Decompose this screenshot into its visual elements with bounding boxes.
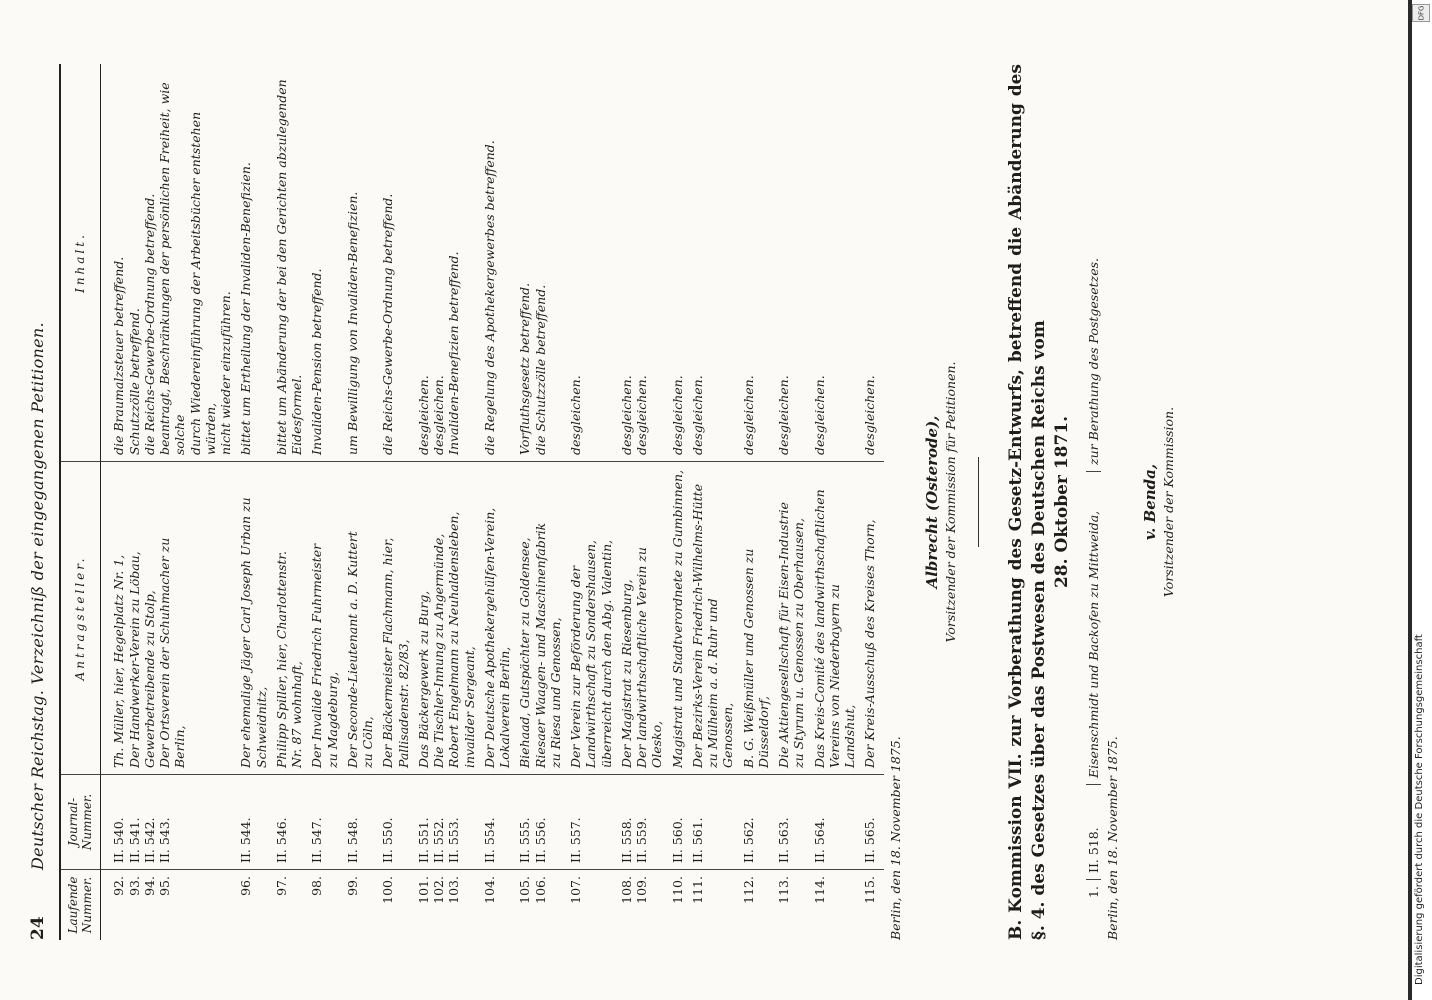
cell-antragsteller-line: B. G. Weißmüller und Genossen zu	[740, 548, 756, 768]
cell-journal-line: II. 560.	[669, 817, 685, 863]
table-row	[862, 64, 883, 940]
running-head	[28, 64, 49, 940]
table-row	[741, 64, 772, 940]
cell-inhalt-line: durch Wiedereinführung der Arbeitsbücher entstehen würden,	[187, 111, 218, 455]
cell-antragsteller-line: Der Bezirks-Verein Friedrich-Wilhelms-Hütte zu Mülheim a. d. Ruhr und	[689, 483, 721, 768]
cell-antragsteller	[101, 462, 234, 775]
cell-journal-line: II. 551.	[415, 817, 431, 863]
cell-journal-line: II. 564.	[811, 817, 827, 863]
cell-antragsteller	[812, 462, 858, 775]
cell-antragsteller-line: Der Deutsche Apothekergehülfen-Verein,	[481, 507, 497, 768]
cell-lfd-line: 103.	[446, 876, 462, 904]
cell-inhalt-line: nicht wieder einzuführen.	[218, 291, 234, 455]
cell-journal	[776, 775, 807, 870]
cell-inhalt-line: desgleichen.	[811, 375, 827, 455]
cell-inhalt	[345, 64, 376, 462]
cell-inhalt-line: Schutzzölle betreffend.	[126, 308, 142, 455]
cell-lfd	[416, 870, 477, 941]
cell-inhalt	[274, 64, 305, 462]
cell-journal	[416, 775, 477, 870]
cell-lfd-line: 110.	[669, 876, 685, 904]
cell-antragsteller-line: Der landwirthschaftliche Verein zu	[634, 547, 650, 768]
cell-lfd	[670, 870, 685, 941]
cell-lfd-line: 97.	[273, 876, 289, 896]
cell-antragsteller	[416, 462, 477, 775]
cell-antragsteller-line: Der ehemalige Jäger Carl Joseph Urban zu Schweidnitz,	[238, 497, 269, 768]
cell-inhalt	[416, 64, 477, 462]
table-row	[812, 64, 858, 940]
cell-lfd-line: 101.	[415, 876, 431, 904]
cell-inhalt	[482, 64, 513, 462]
col-header-lfd: Laufende Nummer.	[60, 870, 101, 941]
cell-lfd	[862, 870, 883, 941]
cell-antragsteller	[517, 462, 563, 775]
section-divider	[978, 457, 979, 547]
cell-inhalt-line: die Reichs-Gewerbe-Ordnung betreffend.	[141, 193, 157, 455]
cell-inhalt	[380, 64, 411, 462]
cell-lfd-line: 107.	[568, 876, 584, 904]
cell-antragsteller-line: Der Invalide Friedrich Fuhrmeister	[309, 543, 325, 768]
cell-lfd-line: 92.	[111, 876, 127, 896]
cell-journal-line: II. 540.	[111, 817, 127, 863]
cell-lfd-line: 102.	[431, 876, 447, 904]
cell-inhalt-line: desgleichen.	[740, 375, 756, 455]
cell-journal-line: II. 544.	[238, 817, 254, 863]
cell-lfd-line: 108.	[618, 876, 634, 904]
cell-inhalt-line: die Braumalzsteuer betreffend.	[111, 256, 127, 455]
cell-antragsteller	[482, 462, 513, 775]
cell-journal-line: II. 550.	[380, 817, 396, 863]
section-b-antragsteller: Eisenschmidt und Backofen zu Mittweida,	[1086, 472, 1101, 785]
cell-inhalt-line: desgleichen.	[776, 375, 792, 455]
cell-antragsteller-line: zu Magdeburg,	[324, 671, 340, 768]
cell-lfd	[309, 870, 340, 941]
closing-dateline: Berlin, den 18. November 1875.	[887, 736, 903, 940]
section-b-journal: II. 518.	[1086, 785, 1101, 880]
table-row	[101, 64, 234, 940]
cell-inhalt	[670, 64, 685, 462]
cell-journal	[482, 775, 513, 870]
cell-journal-line: II. 561.	[689, 817, 705, 863]
closing-signature-name: Albrecht (Osterode),	[922, 415, 941, 589]
cell-journal	[517, 775, 563, 870]
cell-lfd	[568, 870, 614, 941]
cell-antragsteller-line: zu Styrum u. Genossen zu Oberhausen,	[791, 518, 807, 768]
cell-lfd-line: 100.	[380, 876, 396, 904]
cell-antragsteller-line: Der Bäckermeister Flachmann, hier,	[380, 537, 396, 768]
cell-lfd-line: 112.	[740, 876, 756, 904]
table-row	[619, 64, 665, 940]
cell-lfd	[345, 870, 376, 941]
cell-antragsteller-line: Th. Müller, hier, Hegelplatz Nr. 1,	[111, 554, 127, 768]
col-header-inhalt: Inhalt.	[60, 64, 101, 462]
cell-inhalt-line: die Reichs-Gewerbe-Ordnung betreffend.	[380, 193, 396, 455]
section-b-signature-name: v. Benda,	[1140, 463, 1159, 541]
table-row	[517, 64, 563, 940]
cell-lfd-line: 98.	[309, 876, 325, 896]
cell-antragsteller	[238, 462, 269, 775]
cell-antragsteller	[670, 462, 685, 775]
cell-journal	[670, 775, 685, 870]
closing-signature-role: Vorsitzender der Kommission für Petitionen.	[943, 361, 959, 643]
cell-journal-line: II. 556.	[532, 817, 548, 863]
cell-antragsteller	[380, 462, 411, 775]
petition-table	[59, 64, 884, 940]
cell-journal-line: II. 565.	[862, 817, 878, 863]
cell-inhalt-line: desgleichen.	[415, 375, 431, 455]
cell-inhalt	[741, 64, 772, 462]
table-row	[309, 64, 340, 940]
col-header-journal: Journal-Nummer.	[60, 775, 101, 870]
cell-antragsteller-line: Magistrat und Stadtverordnete zu Gumbinnen,	[669, 469, 685, 768]
section-b-signature-role: Vorsitzender der Kommission.	[1160, 406, 1176, 598]
cell-inhalt	[776, 64, 807, 462]
dfg-logo-icon	[1412, 4, 1430, 22]
cell-antragsteller-line: Gewerbetreibende zu Stolp,	[141, 590, 157, 768]
cell-inhalt-line: bittet um Abänderung der bei den Gerichten abzulegenden	[273, 79, 289, 455]
cell-lfd	[741, 870, 772, 941]
cell-antragsteller-line: Der Ortsverein der Schuhmacher zu	[157, 537, 173, 768]
cell-antragsteller-line: Robert Engelmann zu Neuhaldensleben, invalider Sergeant,	[446, 511, 477, 768]
col-header-antragsteller: Antragsteller.	[60, 462, 101, 775]
cell-lfd	[619, 870, 665, 941]
section-b-heading-text: B. Kommission VII. zur Vorberathung des Gesetz-Entwurfs, betreffend die Abänderung des §. 4. des Gesetzes über das Postwesen des Deutschen Reichs vom	[1006, 64, 1050, 940]
cell-antragsteller	[862, 462, 883, 775]
section-b-table	[1086, 64, 1101, 940]
section-b-heading	[1005, 64, 1074, 940]
cell-journal-line: II. 555.	[517, 817, 533, 863]
cell-antragsteller-line: Genossen,	[720, 702, 736, 768]
cell-journal	[380, 775, 411, 870]
cell-antragsteller-line: Der Kreis-Ausschuß des Kreises Thorn,	[862, 519, 878, 768]
cell-lfd	[101, 870, 234, 941]
cell-lfd	[776, 870, 807, 941]
cell-inhalt	[690, 64, 736, 462]
cell-journal-line: II. 546.	[273, 817, 289, 863]
section-b-heading-date: 28. Oktober 1871.	[1052, 415, 1073, 589]
table-row	[345, 64, 376, 940]
cell-inhalt	[862, 64, 883, 462]
table-row	[1086, 64, 1101, 940]
cell-inhalt-line: desgleichen.	[862, 375, 878, 455]
cell-lfd-line: 93.	[126, 876, 142, 896]
cell-journal	[862, 775, 883, 870]
cell-journal	[274, 775, 305, 870]
cell-antragsteller-line: Der Magistrat zu Riesenburg,	[618, 579, 634, 768]
cell-inhalt-line: desgleichen.	[669, 375, 685, 455]
cell-antragsteller	[568, 462, 614, 775]
cell-inhalt	[309, 64, 340, 462]
cell-lfd	[274, 870, 305, 941]
cell-inhalt	[812, 64, 858, 462]
cell-lfd-line: 94.	[141, 876, 157, 896]
cell-journal-line: II. 554.	[481, 817, 497, 863]
cell-antragsteller-line: Pallisadenstr. 82/83,	[395, 639, 411, 768]
cell-journal	[309, 775, 340, 870]
cell-inhalt-line: bittet um Ertheilung der Invaliden-Benefizien.	[238, 162, 254, 455]
cell-journal-line: II. 543.	[157, 817, 173, 863]
section-b-dateline: Berlin, den 18. November 1875.	[1105, 736, 1121, 940]
cell-inhalt-line: um Bewilligung von Invaliden-Benefizien.	[344, 191, 360, 455]
cell-journal-line: II. 563.	[776, 817, 792, 863]
cell-lfd-line: 105.	[517, 876, 533, 904]
table-row	[416, 64, 477, 940]
cell-inhalt	[619, 64, 665, 462]
cell-inhalt	[568, 64, 614, 462]
section-b-inhalt: zur Berathung des Postgesetzes.	[1086, 64, 1101, 472]
cell-lfd	[517, 870, 563, 941]
cell-lfd	[380, 870, 411, 941]
cell-lfd-line: 95.	[157, 876, 173, 896]
cell-inhalt	[517, 64, 563, 462]
cell-antragsteller-line: Der Verein zur Beförderung der Landwirthschaft zu Sondershausen,	[568, 539, 599, 768]
cell-antragsteller-line: Der Handwerker-Verein zu Löbau,	[126, 551, 142, 768]
cell-antragsteller	[776, 462, 807, 775]
cell-lfd	[238, 870, 269, 941]
side-note	[1412, 0, 1432, 1000]
cell-inhalt-line: desgleichen.	[618, 375, 634, 455]
cell-inhalt-line: die Regelung des Apothekergewerbes betreffend.	[481, 140, 497, 455]
cell-inhalt-line: desgleichen.	[689, 375, 705, 455]
cell-lfd	[482, 870, 513, 941]
cell-journal-line: II. 553.	[446, 817, 462, 863]
cell-journal-line: II. 558.	[618, 817, 634, 863]
table-row	[568, 64, 614, 940]
dfg-logo-text: DFG	[1417, 5, 1425, 21]
cell-antragsteller-line: Das Bäckergewerk zu Burg,	[415, 590, 431, 768]
cell-journal-line: II. 542.	[141, 817, 157, 863]
cell-journal-line: II. 541.	[126, 817, 142, 863]
cell-inhalt-line: desgleichen.	[634, 375, 650, 455]
cell-inhalt-line: Eidesformel.	[289, 374, 305, 455]
cell-inhalt-line: Vorfluthsgesetz betreffend.	[517, 282, 533, 455]
table-row	[482, 64, 513, 940]
cell-antragsteller-line: Die Aktiengesellschaft für Eisen-Industrie	[776, 502, 792, 768]
table-row	[238, 64, 269, 940]
table-row	[670, 64, 685, 940]
cell-lfd-line: 115.	[862, 876, 878, 904]
cell-antragsteller-line: Düsseldorf,	[755, 696, 771, 768]
cell-journal-line: II. 547.	[309, 817, 325, 863]
table-row	[776, 64, 807, 940]
cell-inhalt-line: beantragt, Beschränkungen der persönlichen Freiheit, wie solche	[157, 82, 188, 455]
cell-journal-line: II. 562.	[740, 817, 756, 863]
page-number: 24	[28, 916, 48, 940]
table-row	[690, 64, 736, 940]
cell-antragsteller-line: Der Seconde-Lieutenant a. D. Kuttert	[344, 531, 360, 768]
cell-antragsteller-line: Philipp Spiller, hier, Charlottenstr.	[273, 550, 289, 768]
cell-antragsteller-line: zu Riesa und Genossen,	[547, 617, 563, 768]
cell-antragsteller	[619, 462, 665, 775]
cell-lfd	[812, 870, 858, 941]
running-head-title: Deutscher Reichstag. Verzeichniß der eingegangenen Petitionen.	[28, 322, 47, 870]
cell-antragsteller-line: Die Tischler-Innung zu Angermünde,	[431, 533, 447, 768]
table-row	[274, 64, 305, 940]
cell-antragsteller-line: Landshut,	[842, 704, 858, 768]
cell-journal	[619, 775, 665, 870]
cell-lfd-line: 109.	[634, 876, 650, 904]
cell-journal	[238, 775, 269, 870]
cell-antragsteller	[690, 462, 736, 775]
cell-journal-line: II. 557.	[568, 817, 584, 863]
cell-inhalt-line: desgleichen.	[431, 375, 447, 455]
cell-inhalt-line: desgleichen.	[568, 375, 584, 455]
table-row	[380, 64, 411, 940]
cell-lfd-line: 106.	[532, 876, 548, 904]
cell-antragsteller-line: Das Kreis-Comité des landwirthschaftlichen Vereins von Niederbayern zu	[811, 489, 842, 768]
cell-lfd	[690, 870, 736, 941]
cell-antragsteller	[741, 462, 772, 775]
cell-antragsteller-line: Nr. 87 wohnhaft,	[289, 661, 305, 768]
cell-antragsteller-line: überreicht durch den Abg. Valentin,	[598, 539, 614, 768]
cell-journal-line: II. 559.	[634, 817, 650, 863]
cell-antragsteller-line: Berlin,	[172, 725, 188, 768]
cell-journal	[812, 775, 858, 870]
cell-antragsteller-line: Biehaad, Gutspächter zu Goldensee,	[517, 537, 533, 768]
cell-lfd-line: 99.	[344, 876, 360, 896]
cell-lfd-line: 114.	[811, 876, 827, 904]
cell-antragsteller-line: Riesaer Waagen- und Maschinenfabrik	[532, 522, 548, 768]
cell-journal	[690, 775, 736, 870]
section-b-closing	[1105, 64, 1176, 940]
cell-antragsteller	[274, 462, 305, 775]
cell-journal	[345, 775, 376, 870]
cell-lfd-line: 96.	[238, 876, 254, 896]
cell-lfd-line: 113.	[776, 876, 792, 904]
cell-inhalt-line: Invaliden-Benefizien betreffend.	[446, 251, 462, 455]
cell-lfd-line: 111.	[689, 876, 705, 904]
cell-lfd-line: 104.	[481, 876, 497, 904]
cell-antragsteller-line: Lokalverein Berlin,	[497, 646, 513, 768]
cell-inhalt-line: die Schutzzölle betreffend.	[532, 284, 548, 455]
cell-journal-line: II. 548.	[344, 817, 360, 863]
cell-antragsteller-line: zu Cöln,	[360, 716, 376, 768]
cell-inhalt	[238, 64, 269, 462]
side-note-text: Digitalisierung gefördert durch die Deutsche Forschungsgemeinschaft	[1414, 634, 1425, 985]
cell-inhalt	[101, 64, 234, 462]
section-b-lfd: 1.	[1086, 886, 1102, 898]
cell-journal-line: II. 552.	[431, 817, 447, 863]
cell-journal	[568, 775, 614, 870]
cell-antragsteller	[309, 462, 340, 775]
cell-antragsteller	[345, 462, 376, 775]
cell-inhalt-line: Invaliden-Pension betreffend.	[309, 268, 325, 455]
cell-antragsteller-line: Olesko,	[649, 720, 665, 768]
closing-block	[888, 64, 959, 940]
cell-journal	[101, 775, 234, 870]
cell-journal	[741, 775, 772, 870]
